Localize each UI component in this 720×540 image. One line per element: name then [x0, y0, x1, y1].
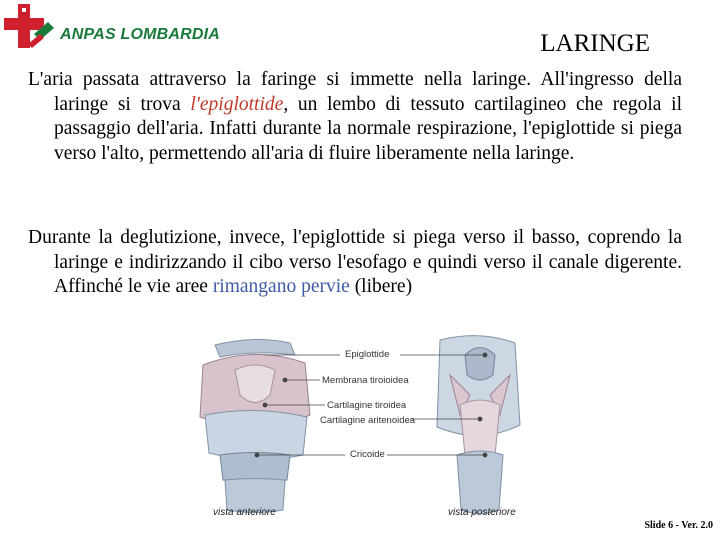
label-epiglottide: Epiglottide	[345, 349, 390, 360]
anpas-logo	[4, 4, 244, 54]
epiglottide-highlight: l'epiglottide	[190, 93, 284, 115]
paragraph-2-text-a: Durante la deglutizione, invece, l'epiglottide si piega verso il basso, coprendo la laringe e indirizzando il cibo verso l'esofago e quindi verso il canale digerente. Affinché le vie aree	[28, 227, 682, 297]
cross-icon	[4, 4, 60, 54]
label-tiroidea: Cartilagine tiroidea	[327, 400, 407, 411]
paragraph-1-text-b: , un lembo di tessuto cartilagineo che regola il passaggio dell'aria. Infatti durante la normale respirazione, l'epiglottide si piega verso l'alto, permettendo all'aria di fluire liberamente nella laringe.	[54, 93, 682, 164]
caption-back: vista posteriore	[448, 507, 516, 518]
label-aritenoidea: Cartilagine aritenoidea	[320, 415, 416, 426]
larynx-front-view	[200, 339, 310, 512]
logo-text: ANPAS LOMBARDIA	[60, 26, 221, 43]
larynx-illustration	[195, 335, 545, 525]
caption-front: vista anteriore	[213, 507, 276, 518]
paragraph-2-text-b: (libere)	[349, 276, 413, 297]
slide-footer: Slide 6 - Ver. 2.0	[644, 520, 713, 531]
larynx-back-view	[437, 336, 520, 514]
label-membrana: Membrana tiroioidea	[322, 375, 409, 386]
pervie-highlight: rimangano pervie	[212, 276, 350, 297]
slide-title: LARINGE	[540, 30, 650, 57]
paragraph-1	[28, 68, 682, 166]
paragraph-2	[28, 226, 682, 300]
paragraph-1-text-a: L'aria passata attraverso la faringe si immette nella laringe. All'ingresso della laringe si trova	[28, 69, 682, 115]
label-cricoide: Cricoide	[350, 449, 385, 460]
